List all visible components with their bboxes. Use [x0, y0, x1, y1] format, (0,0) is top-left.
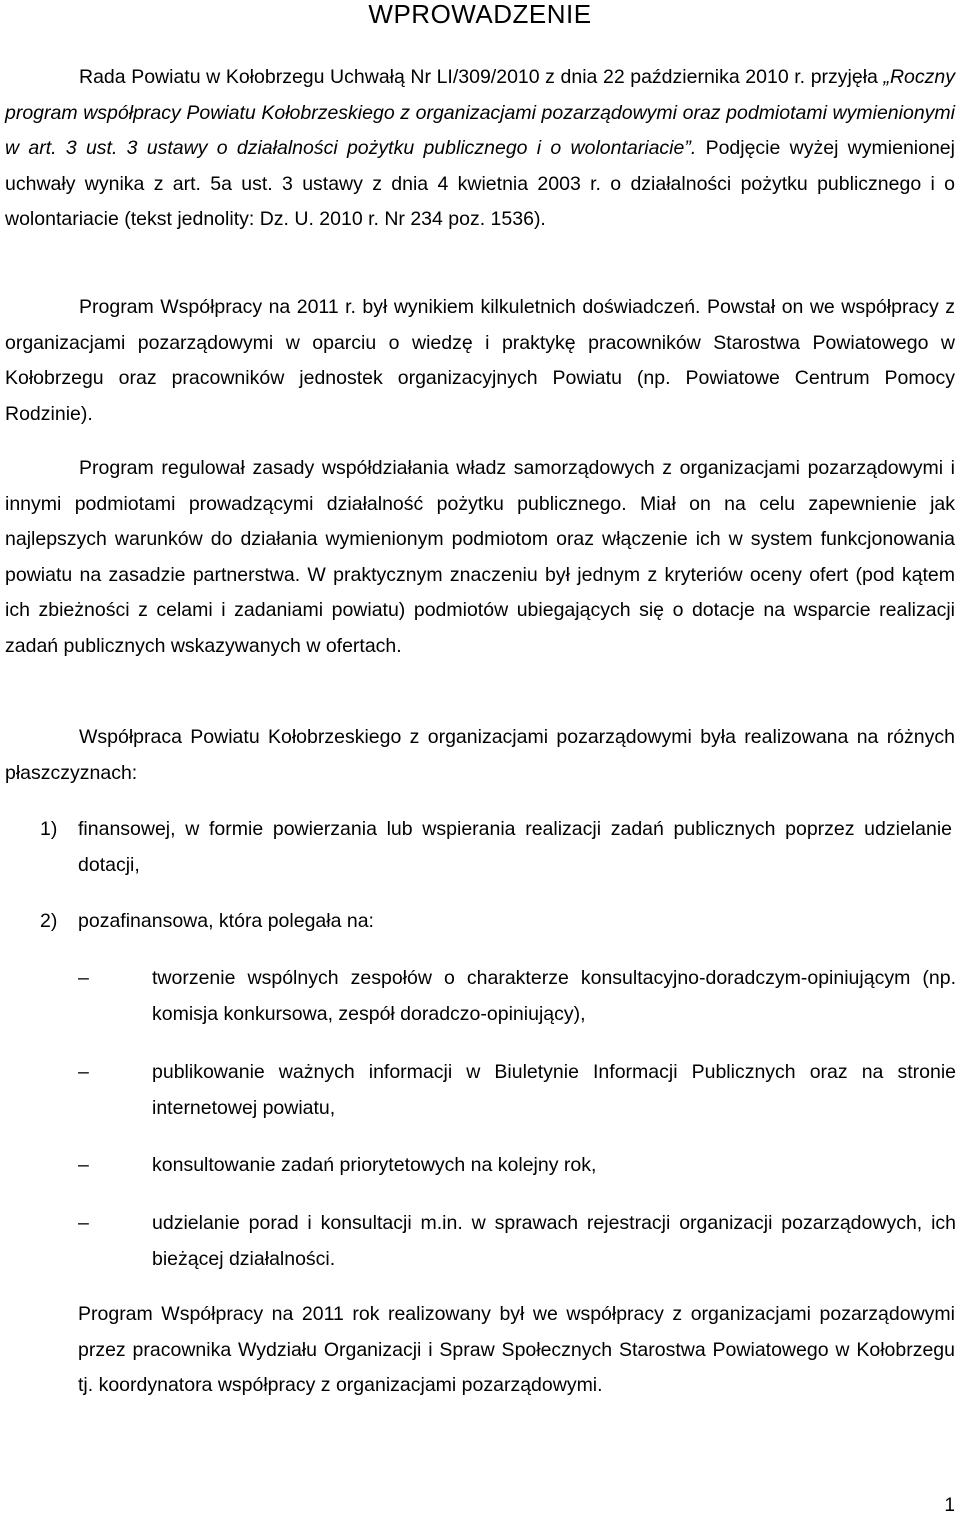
list-item-text: konsultowanie zadań priorytetowych na kolejny rok, [152, 1154, 597, 1176]
list-item-text: tworzenie wspólnych zespołów o charakterze konsultacyjno-doradczym-opiniującym (np. komisja konkursowa, zespół doradczo-opiniujący), [152, 967, 956, 1025]
paragraph-program-origin: Program Współpracy na 2011 r. był wynikiem kilkuletnich doświadczeń. Powstał on we współpracy z organizacjami pozarządowymi w oparciu o wiedzę i praktykę pracowników Starostwa Powiatowego w Kołobrzegu oraz pracowników jednostek organizacyjnych Powiatu (np. Powiatowe Centrum Pomocy Rodzinie). [5, 296, 955, 425]
dash-list-item [78, 961, 956, 1032]
page-title: WPROWADZENIE [368, 0, 592, 29]
program-title-italic: „Roczny program współpracy Powiatu Kołobrzeskiego z organizacjami pozarządowymi oraz podmiotami wymienionymi w art. 3 ust. 3 ustawy o działalności pożytku publicznego i o wolontariacie”. [5, 66, 955, 159]
numbered-list-item [40, 904, 952, 940]
list-number: 2) [40, 910, 58, 932]
paragraph-cooperation-levels: Współpraca Powiatu Kołobrzeskiego z organizacjami pozarządowymi była realizowana na różnych płaszczyznach: [5, 726, 955, 784]
dash-marker: – [78, 967, 89, 989]
dash-marker: – [78, 1061, 89, 1083]
dash-list-item [78, 1206, 956, 1277]
list-item-text: finansowej, w formie powierzania lub wspierania realizacji zadań publicznych poprzez udzielanie dotacji, [78, 818, 952, 876]
list-item-text: pozafinansowa, która polegała na: [78, 910, 374, 932]
dash-list-item [78, 1055, 956, 1126]
list-item-text: publikowanie ważnych informacji w Biuletynie Informacji Publicznych oraz na stronie internetowej powiatu, [152, 1061, 956, 1119]
intro-text-legal-basis: Podjęcie wyżej wymienionej uchwały wynika z art. 5a ust. 3 ustawy z dnia 4 kwietnia 2003 r. o działalności pożytku publicznego i o wolontariacie (tekst jednolity: Dz. U. 2010 r. Nr 234 poz. 1536). [5, 137, 955, 230]
paragraph-program-rules: Program regulował zasady współdziałania władz samorządowych z organizacjami pozarządowymi i innymi podmiotami prowadzącymi działalność pożytku publicznego. Miał on na celu zapewnienie jak najlepszych warunków do działania wymienionym podmiotom oraz włączenie ich w system funkcjonowania powiatu na zasadzie partnerstwa. W praktycznym znaczeniu był jednym z kryteriów oceny ofert (pod kątem ich zbieżności z celami i zadaniami powiatu) podmiotów ubiegających się o dotacje na wsparcie realizacji zadań publicznych wskazywanych w ofertach. [5, 457, 955, 657]
paragraph-program-coordination: Program Współpracy na 2011 rok realizowany był we współpracy z organizacjami pozarządowymi przez pracownika Wydziału Organizacji i Spraw Społecznych Starostwa Powiatowego w Kołobrzegu tj. koordynatora współpracy z organizacjami pozarządowymi. [78, 1303, 955, 1396]
numbered-list-item [40, 812, 952, 883]
dash-list-item [78, 1148, 956, 1184]
dash-marker: – [78, 1212, 89, 1234]
list-number: 1) [40, 818, 58, 840]
list-item-text: udzielanie porad i konsultacji m.in. w sprawach rejestracji organizacji pozarządowych, ich bieżącej działalności. [152, 1212, 956, 1270]
page-number: 1 [944, 1495, 955, 1516]
intro-paragraph [5, 60, 955, 238]
dash-marker: – [78, 1154, 89, 1176]
intro-text-plain: Rada Powiatu w Kołobrzegu Uchwałą Nr LI/309/2010 z dnia 22 października 2010 r. przyjęła [79, 66, 884, 88]
